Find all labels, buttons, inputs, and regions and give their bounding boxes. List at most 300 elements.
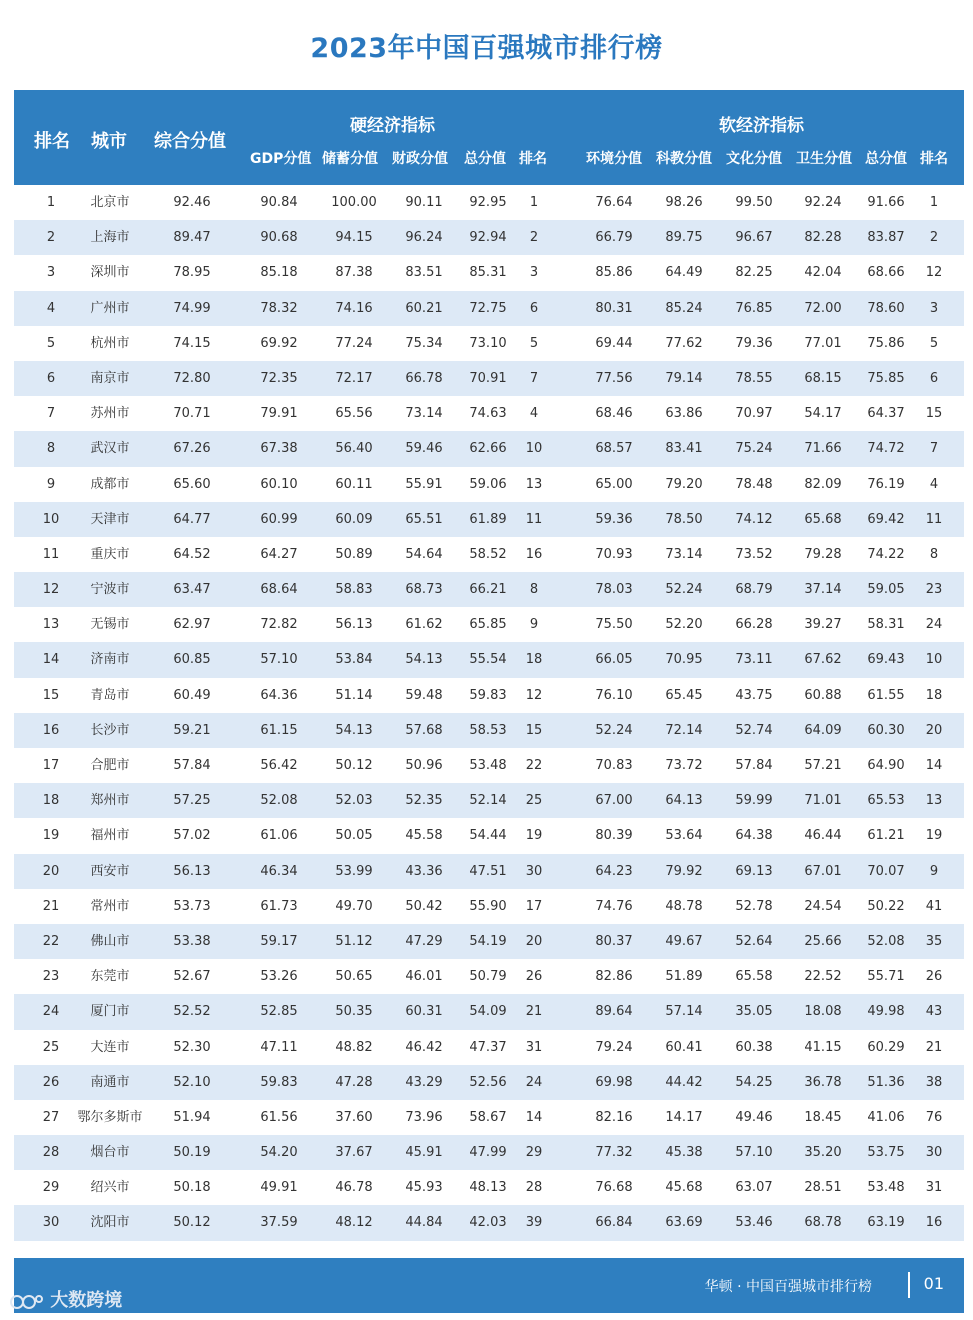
cell-score: 57.25 <box>173 793 211 809</box>
cell-score: 59.21 <box>173 722 211 738</box>
cell-soft-rank: 38 <box>925 1074 943 1090</box>
table-row <box>14 431 964 466</box>
cell-soft-total: 55.71 <box>867 969 905 985</box>
header-hard-total: 总分值 <box>464 151 506 167</box>
cell-soft-total: 53.48 <box>867 1180 905 1196</box>
cell-culture: 66.28 <box>735 617 773 633</box>
cell-hard-rank: 17 <box>525 898 543 914</box>
cell-edu: 77.62 <box>665 335 703 351</box>
table-row <box>14 748 964 783</box>
cell-score: 67.26 <box>173 441 211 457</box>
cell-hard-total: 85.31 <box>469 265 507 281</box>
cell-soft-rank: 41 <box>925 898 943 914</box>
cell-rank: 3 <box>46 265 56 281</box>
cell-soft-rank: 15 <box>925 406 943 422</box>
cell-city: 无锡市 <box>90 617 130 633</box>
cell-edu: 45.38 <box>665 1145 703 1161</box>
cell-culture: 76.85 <box>735 300 773 316</box>
cell-city: 绍兴市 <box>90 1180 130 1196</box>
cell-hard-total: 52.14 <box>469 793 507 809</box>
cell-culture: 43.75 <box>735 687 773 703</box>
header-edu: 科教分值 <box>656 151 712 167</box>
cell-health: 67.62 <box>804 652 842 668</box>
cell-gdp: 78.32 <box>260 300 298 316</box>
header-hard-group: 硬经济指标 <box>350 116 435 136</box>
cell-health: 22.52 <box>804 969 842 985</box>
cell-edu: 44.42 <box>665 1074 703 1090</box>
cell-soft-total: 64.90 <box>867 758 905 773</box>
table-row <box>14 1135 964 1170</box>
page-number: 01 <box>923 1274 944 1293</box>
cell-soft-rank: 13 <box>925 793 943 809</box>
cell-edu: 79.92 <box>665 863 703 879</box>
cell-soft-total: 51.36 <box>867 1074 905 1090</box>
cell-health: 25.66 <box>804 933 842 949</box>
table-row <box>14 502 964 537</box>
table-row <box>14 396 964 431</box>
cell-savings: 37.67 <box>335 1145 373 1161</box>
cell-city: 天津市 <box>90 511 130 527</box>
cell-soft-rank: 43 <box>925 1004 943 1020</box>
cell-score: 57.84 <box>173 758 211 773</box>
cell-city: 重庆市 <box>90 546 130 562</box>
cell-env: 80.31 <box>595 300 633 316</box>
cell-culture: 57.10 <box>735 1145 773 1161</box>
cell-hard-total: 48.13 <box>469 1180 507 1196</box>
cell-culture: 59.99 <box>735 793 773 809</box>
cell-edu: 73.14 <box>665 546 703 562</box>
table-row <box>14 255 964 290</box>
cell-hard-total: 58.67 <box>469 1109 507 1125</box>
header-env: 环境分值 <box>586 151 642 167</box>
cell-hard-total: 54.19 <box>469 933 507 949</box>
cell-hard-total: 47.99 <box>469 1145 507 1161</box>
cell-soft-total: 75.85 <box>867 370 905 386</box>
cell-soft-total: 53.75 <box>867 1145 905 1161</box>
cell-hard-total: 58.53 <box>469 722 507 738</box>
cell-edu: 65.45 <box>665 687 703 703</box>
cell-edu: 83.41 <box>665 441 703 457</box>
table-row <box>14 678 964 713</box>
cell-savings: 48.12 <box>335 1215 373 1231</box>
cell-fiscal: 68.73 <box>405 582 443 598</box>
cell-soft-total: 52.08 <box>867 933 905 949</box>
cell-score: 64.77 <box>173 511 211 527</box>
cell-hard-total: 74.63 <box>469 406 507 422</box>
cell-gdp: 85.18 <box>260 265 298 281</box>
cell-city: 西安市 <box>90 863 130 879</box>
cell-culture: 96.67 <box>735 230 773 246</box>
cell-city: 武汉市 <box>90 441 130 457</box>
cell-score: 72.80 <box>173 370 211 386</box>
cell-rank: 22 <box>42 933 60 949</box>
cell-env: 68.46 <box>595 406 633 422</box>
cell-fiscal: 54.13 <box>405 652 443 668</box>
cell-soft-rank: 21 <box>925 1039 943 1055</box>
cell-soft-total: 61.21 <box>867 828 905 844</box>
cell-hard-total: 47.51 <box>469 863 507 879</box>
cell-soft-rank: 24 <box>925 617 943 633</box>
cell-gdp: 64.36 <box>260 687 298 703</box>
cell-health: 24.54 <box>804 898 842 914</box>
cell-culture: 35.05 <box>735 1004 773 1020</box>
cell-gdp: 72.35 <box>260 370 298 386</box>
cell-savings: 65.56 <box>335 406 373 422</box>
cell-savings: 52.03 <box>335 793 373 809</box>
cell-savings: 50.05 <box>335 828 373 844</box>
cell-culture: 82.25 <box>735 265 773 281</box>
table-row <box>14 1065 964 1100</box>
cell-hard-rank: 19 <box>525 828 543 844</box>
cell-hard-rank: 15 <box>525 722 543 738</box>
cell-savings: 74.16 <box>335 300 373 316</box>
cell-rank: 19 <box>42 828 60 844</box>
header-rank: 排名 <box>34 131 70 152</box>
cell-fiscal: 54.64 <box>405 546 443 562</box>
cell-savings: 49.70 <box>335 898 373 914</box>
cell-city: 南京市 <box>90 370 130 386</box>
cell-hard-rank: 14 <box>525 1109 543 1125</box>
cell-fiscal: 96.24 <box>405 230 443 246</box>
cell-soft-rank: 26 <box>925 969 943 985</box>
cell-env: 74.76 <box>595 898 633 914</box>
cell-env: 89.64 <box>595 1004 633 1020</box>
cell-fiscal: 52.35 <box>405 793 443 809</box>
cell-soft-total: 74.72 <box>867 441 905 457</box>
table-row <box>14 326 964 361</box>
cell-culture: 52.78 <box>735 898 773 914</box>
cell-city: 济南市 <box>90 652 130 668</box>
cell-savings: 58.83 <box>335 582 373 598</box>
cell-city: 厦门市 <box>90 1004 130 1020</box>
cell-env: 66.79 <box>595 230 633 246</box>
table-row <box>14 185 964 220</box>
cell-soft-rank: 5 <box>929 335 939 351</box>
cell-hard-rank: 8 <box>529 582 539 598</box>
cell-soft-rank: 7 <box>929 441 939 457</box>
cell-fiscal: 83.51 <box>405 265 443 281</box>
cell-soft-rank: 76 <box>925 1109 943 1125</box>
cell-gdp: 60.99 <box>260 511 298 527</box>
cell-rank: 1 <box>46 195 56 210</box>
cell-culture: 99.50 <box>735 195 773 210</box>
cell-city: 南通市 <box>90 1074 130 1090</box>
cell-hard-rank: 6 <box>529 300 539 316</box>
cell-city: 青岛市 <box>90 687 130 703</box>
cell-fiscal: 60.21 <box>405 300 443 316</box>
cell-health: 92.24 <box>804 195 842 210</box>
cell-hard-total: 73.10 <box>469 335 507 351</box>
cell-rank: 30 <box>42 1215 60 1231</box>
table-row <box>14 1100 964 1135</box>
cell-city: 郑州市 <box>90 793 130 809</box>
cell-savings: 60.09 <box>335 511 373 527</box>
cell-savings: 60.11 <box>335 476 373 492</box>
cell-rank: 20 <box>42 863 60 879</box>
cell-rank: 7 <box>46 406 56 422</box>
cell-edu: 85.24 <box>665 300 703 316</box>
cell-score: 53.73 <box>173 898 211 914</box>
header-health: 卫生分值 <box>796 151 852 167</box>
cell-health: 36.78 <box>804 1074 842 1090</box>
cell-culture: 63.07 <box>735 1180 773 1196</box>
cell-score: 52.67 <box>173 969 211 985</box>
cell-env: 66.84 <box>595 1215 633 1231</box>
cell-edu: 89.75 <box>665 230 703 246</box>
cell-soft-total: 69.43 <box>867 652 905 668</box>
cell-gdp: 61.73 <box>260 898 298 914</box>
cell-culture: 69.13 <box>735 863 773 879</box>
cell-env: 68.57 <box>595 441 633 457</box>
table-header <box>14 90 964 185</box>
cell-edu: 51.89 <box>665 969 703 985</box>
cell-city: 宁波市 <box>90 582 130 598</box>
cell-gdp: 90.68 <box>260 230 298 246</box>
cell-soft-rank: 31 <box>925 1180 943 1196</box>
cell-health: 18.45 <box>804 1109 842 1125</box>
cell-rank: 8 <box>46 441 56 457</box>
cell-hard-rank: 5 <box>529 335 539 351</box>
cell-health: 82.28 <box>804 230 842 246</box>
cell-culture: 74.12 <box>735 511 773 527</box>
cell-hard-rank: 21 <box>525 1004 543 1020</box>
cell-score: 57.02 <box>173 828 211 844</box>
cell-edu: 49.67 <box>665 933 703 949</box>
cell-env: 76.64 <box>595 195 633 210</box>
cell-hard-total: 61.89 <box>469 511 507 527</box>
cell-gdp: 53.26 <box>260 969 298 985</box>
cell-city: 北京市 <box>90 195 130 210</box>
cell-fiscal: 59.48 <box>405 687 443 703</box>
cell-health: 79.28 <box>804 546 842 562</box>
cell-hard-rank: 30 <box>525 863 543 879</box>
cell-edu: 57.14 <box>665 1004 703 1020</box>
cell-score: 78.95 <box>173 265 211 281</box>
cell-rank: 4 <box>46 300 56 316</box>
cell-gdp: 59.17 <box>260 933 298 949</box>
cell-score: 60.85 <box>173 652 211 668</box>
cell-hard-total: 53.48 <box>469 758 507 773</box>
cell-soft-total: 60.30 <box>867 722 905 738</box>
cell-edu: 53.64 <box>665 828 703 844</box>
cell-health: 42.04 <box>804 265 842 281</box>
cell-env: 66.05 <box>595 652 633 668</box>
header-savings: 储蓄分值 <box>322 151 378 167</box>
watermark <box>8 1286 122 1312</box>
table-row <box>14 959 964 994</box>
cell-hard-total: 54.44 <box>469 828 507 844</box>
table-row <box>14 291 964 326</box>
cell-hard-total: 66.21 <box>469 582 507 598</box>
cell-hard-total: 55.54 <box>469 652 507 668</box>
table-row <box>14 1205 964 1240</box>
header-soft-group: 软经济指标 <box>719 116 804 136</box>
cell-gdp: 90.84 <box>260 195 298 210</box>
cell-score: 74.15 <box>173 335 211 351</box>
cell-score: 65.60 <box>173 476 211 492</box>
cell-edu: 60.41 <box>665 1039 703 1055</box>
cell-rank: 29 <box>42 1180 60 1196</box>
cell-score: 74.99 <box>173 300 211 316</box>
cell-culture: 53.46 <box>735 1215 773 1231</box>
cell-city: 广州市 <box>90 300 130 316</box>
cell-health: 64.09 <box>804 722 842 738</box>
cell-gdp: 56.42 <box>260 758 298 773</box>
cell-health: 46.44 <box>804 828 842 844</box>
cell-rank: 25 <box>42 1039 60 1055</box>
table-row <box>14 537 964 572</box>
cell-hard-total: 92.95 <box>469 195 507 210</box>
cell-soft-rank: 16 <box>925 1215 943 1231</box>
cell-health: 35.20 <box>804 1145 842 1161</box>
cell-soft-total: 64.37 <box>867 406 905 422</box>
header-city: 城市 <box>91 131 127 152</box>
cell-savings: 100.00 <box>331 195 377 210</box>
table-row <box>14 1030 964 1065</box>
cell-soft-rank: 2 <box>929 230 939 246</box>
cell-rank: 13 <box>42 617 60 633</box>
cell-rank: 16 <box>42 722 60 738</box>
cell-soft-total: 50.22 <box>867 898 905 914</box>
cell-soft-rank: 19 <box>925 828 943 844</box>
cell-rank: 17 <box>42 758 60 773</box>
cell-hard-rank: 10 <box>525 441 543 457</box>
cell-hard-rank: 26 <box>525 969 543 985</box>
cell-edu: 98.26 <box>665 195 703 210</box>
table-row <box>14 642 964 677</box>
cell-hard-total: 47.37 <box>469 1039 507 1055</box>
cell-score: 89.47 <box>173 230 211 246</box>
table-row <box>14 994 964 1029</box>
table-row <box>14 924 964 959</box>
cell-hard-rank: 11 <box>525 511 543 527</box>
cell-soft-total: 59.05 <box>867 582 905 598</box>
cell-fiscal: 45.93 <box>405 1180 443 1196</box>
cell-edu: 63.86 <box>665 406 703 422</box>
cell-gdp: 46.34 <box>260 863 298 879</box>
cell-soft-total: 78.60 <box>867 300 905 316</box>
cell-edu: 52.24 <box>665 582 703 598</box>
cell-gdp: 47.11 <box>260 1039 298 1055</box>
cell-soft-rank: 18 <box>925 687 943 703</box>
cell-hard-rank: 7 <box>529 370 539 386</box>
cell-hard-total: 55.90 <box>469 898 507 914</box>
cell-health: 37.14 <box>804 582 842 598</box>
cell-hard-total: 59.83 <box>469 687 507 703</box>
cell-fiscal: 43.29 <box>405 1074 443 1090</box>
cell-edu: 63.69 <box>665 1215 703 1231</box>
cell-hard-total: 62.66 <box>469 441 507 457</box>
cell-edu: 64.49 <box>665 265 703 281</box>
table-row <box>14 1170 964 1205</box>
cell-culture: 49.46 <box>735 1109 773 1125</box>
cell-gdp: 68.64 <box>260 582 298 598</box>
cell-health: 82.09 <box>804 476 842 492</box>
cell-env: 70.93 <box>595 546 633 562</box>
cell-hard-total: 92.94 <box>469 230 507 246</box>
cell-env: 82.86 <box>595 969 633 985</box>
cell-soft-rank: 14 <box>925 758 943 773</box>
table-row <box>14 889 964 924</box>
cell-savings: 50.89 <box>335 546 373 562</box>
cell-gdp: 72.82 <box>260 617 298 633</box>
cell-city: 佛山市 <box>90 933 130 949</box>
cell-edu: 52.20 <box>665 617 703 633</box>
cell-env: 78.03 <box>595 582 633 598</box>
cell-hard-total: 50.79 <box>469 969 507 985</box>
cell-gdp: 37.59 <box>260 1215 298 1231</box>
cell-savings: 50.12 <box>335 758 373 773</box>
cell-fiscal: 66.78 <box>405 370 443 386</box>
cell-edu: 45.68 <box>665 1180 703 1196</box>
cell-env: 80.39 <box>595 828 633 844</box>
cell-city: 东莞市 <box>90 969 130 985</box>
cell-edu: 72.14 <box>665 722 703 738</box>
cell-city: 烟台市 <box>90 1145 130 1161</box>
cell-health: 71.01 <box>804 793 842 809</box>
cell-rank: 18 <box>42 793 60 809</box>
cell-savings: 94.15 <box>335 230 373 246</box>
cell-culture: 60.38 <box>735 1039 773 1055</box>
cell-health: 28.51 <box>804 1180 842 1196</box>
table-row <box>14 854 964 889</box>
cell-fiscal: 55.91 <box>405 476 443 492</box>
table-row <box>14 361 964 396</box>
cell-culture: 78.48 <box>735 476 773 492</box>
cell-edu: 48.78 <box>665 898 703 914</box>
cell-health: 57.21 <box>804 758 842 773</box>
cell-city: 上海市 <box>90 230 130 246</box>
header-hard-rank: 排名 <box>519 151 547 167</box>
cell-hard-rank: 25 <box>525 793 543 809</box>
cell-fiscal: 60.31 <box>405 1004 443 1020</box>
cell-env: 85.86 <box>595 265 633 281</box>
cell-hard-rank: 39 <box>525 1215 543 1231</box>
cell-soft-rank: 11 <box>925 511 943 527</box>
watermark-text: 大数跨境 <box>50 1290 123 1311</box>
header-culture: 文化分值 <box>726 151 782 167</box>
cell-fiscal: 50.42 <box>405 898 443 914</box>
cell-hard-rank: 29 <box>525 1145 543 1161</box>
cell-gdp: 52.85 <box>260 1004 298 1020</box>
cell-fiscal: 73.96 <box>405 1109 443 1125</box>
cell-fiscal: 47.29 <box>405 933 443 949</box>
cell-soft-total: 74.22 <box>867 546 905 562</box>
cell-savings: 87.38 <box>335 265 373 281</box>
cell-fiscal: 43.36 <box>405 863 443 879</box>
cell-hard-rank: 31 <box>525 1039 543 1055</box>
cell-savings: 72.17 <box>335 370 373 386</box>
cell-culture: 73.52 <box>735 546 773 562</box>
cell-edu: 79.20 <box>665 476 703 492</box>
cell-score: 63.47 <box>173 582 211 598</box>
cell-health: 60.88 <box>804 687 842 703</box>
cell-fiscal: 45.58 <box>405 828 443 844</box>
table-row <box>14 220 964 255</box>
footer-text: 华顿 · 中国百强城市排行榜 <box>704 1279 872 1295</box>
cell-edu: 70.95 <box>665 652 703 668</box>
cell-hard-total: 42.03 <box>469 1215 507 1231</box>
table-row <box>14 607 964 642</box>
cell-soft-total: 49.98 <box>867 1004 905 1020</box>
cell-hard-rank: 4 <box>529 406 539 422</box>
cell-savings: 56.13 <box>335 617 373 633</box>
cell-city: 苏州市 <box>90 406 130 422</box>
cell-savings: 54.13 <box>335 722 373 738</box>
cell-env: 69.98 <box>595 1074 633 1090</box>
cell-culture: 54.25 <box>735 1074 773 1090</box>
cell-soft-rank: 23 <box>925 582 943 598</box>
